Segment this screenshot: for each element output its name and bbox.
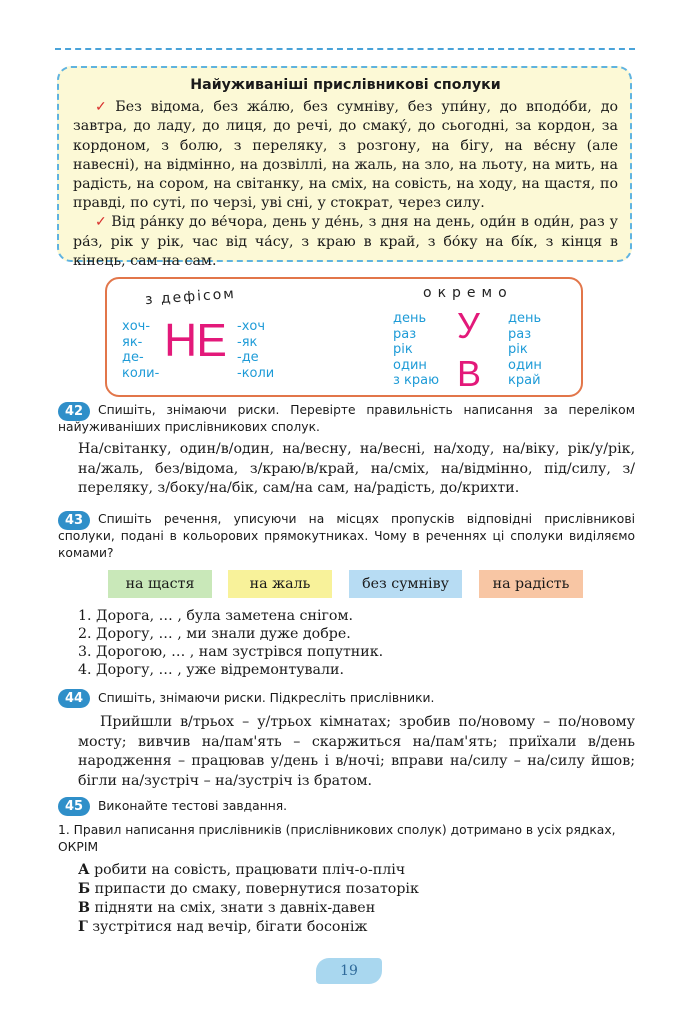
exercise-42-number: 42 — [58, 402, 90, 421]
rule-paragraph-1: ✓ Без відома, без жа́лю, без сумніву, без упи́ну, до вподо́би, до завтра, до ладу, до лиця, до речі, до смаку́, до сьогодні, за кордон, за кордоном, з болю, з переляку, з розгону, на бігу, на ве́сну (але навесні), на відмінно, на дозвіллі, на жаль, на зло, на льоту, на мить, на радість, на сором, на світанку, на сміх, на совість, на ходу, на щастя, по правді, по суті, по черзі, уві сні, у стократ, через силу. — [73, 99, 618, 212]
exercise-45-task: Виконайте тестові завдання. — [98, 799, 288, 813]
phrase-chip-4: на радість — [479, 570, 583, 598]
page-number: 19 — [316, 958, 382, 984]
right-words-right-column: день раз рік один край — [508, 311, 542, 388]
answer-option-v: В підняти на сміх, знати з давніх-давен — [78, 900, 376, 916]
top-dashed-divider — [55, 48, 635, 50]
test-question: 1. Правил написання прислівників (прислівникових сполук) дотримано в усіх рядках, ОКРІМ — [58, 823, 616, 854]
sentence-1: 1. Дорога, … , була заметена снігом. — [78, 608, 354, 624]
rule-paragraph-2: ✓ Від ра́нку до ве́чора, день у де́нь, з дня на день, оди́н в оди́н, раз у ра́з, рік у рік, час від ча́су, з краю в край, з бо́ку на бі́к, з кінця в кінець, сам на сам. — [73, 214, 619, 269]
phrase-chip-1: на щастя — [108, 570, 212, 598]
exercise-44-task: Спишіть, знімаючи риски. Підкресліть прислівники. — [98, 691, 435, 705]
left-suffix-column: -хоч -як -де -коли — [237, 319, 275, 381]
sentence-2: 2. Дорогу, … , ми знали дуже добре. — [78, 626, 351, 642]
answer-option-a: А робити на совість, працювати пліч-о-пліч — [78, 862, 406, 878]
v-preposition: В — [457, 353, 482, 394]
sentence-3: 3. Дорогою, … , нам зустрівся попутник. — [78, 644, 384, 660]
spelling-scheme-box — [105, 277, 583, 397]
checkmark-icon: ✓ — [95, 99, 112, 116]
exercise-43-task: Спишіть речення, уписуючи на місцях пропусків відповідні прислівникові сполуки, подані в кольорових прямокутниках. Чому в реченнях ці сполуки виділяємо комами? — [58, 512, 635, 560]
separate-caption: окремо — [423, 285, 513, 301]
checkmark-icon: ✓ — [95, 214, 108, 231]
answer-option-b: Б припасти до смаку, повернутися позаторік — [78, 881, 419, 897]
answer-option-g: Г зустрітися над вечір, бігати босоніж — [78, 919, 368, 935]
rule-title: Найуживаніші прислівникові сполуки — [190, 77, 501, 93]
phrase-chip-3: без сумніву — [349, 570, 462, 598]
right-words-left-column: день раз рік один з краю — [393, 311, 440, 388]
exercise-42-text: На/світанку, один/в/один, на/весну, на/весні, на/ходу, на/віку, рік/у/рік, на/жаль, без/відома, з/краю/в/край, на/сміх, на/відмінно, під/силу, з/переляку, з/боку/на/бік, сам/на сам, на/радість, до/крихти. — [78, 441, 635, 496]
exercise-42-task: Спишіть, знімаючи риски. Перевірте правильність написання за переліком найуживаніших прислівникових сполук. — [58, 403, 635, 434]
exercise-43-number: 43 — [58, 511, 90, 530]
exercise-44-text: Прийшли в/трьох – у/трьох кімнатах; зробив по/новому – по/новому мосту; вивчив на/пам'ять – скаржиться на/пам'ять; приїхали в/день народження – працював у/день і в/ночі; вправи на/силу – на/силу йшов; бігли на/зустріч – на/зустріч із братом. — [78, 714, 635, 789]
exercise-44-number: 44 — [58, 689, 90, 708]
ne-particle: НЕ — [164, 314, 226, 366]
phrase-chip-2: на жаль — [228, 570, 332, 598]
hyphen-caption: з дефісом — [144, 285, 237, 309]
left-prefix-column: хоч- як- де- коли- — [122, 319, 160, 381]
exercise-45-number: 45 — [58, 797, 90, 816]
u-preposition: У — [457, 305, 480, 346]
rule-box — [57, 66, 632, 269]
sentence-4: 4. Дорогу, … , уже відремонтували. — [78, 662, 344, 678]
